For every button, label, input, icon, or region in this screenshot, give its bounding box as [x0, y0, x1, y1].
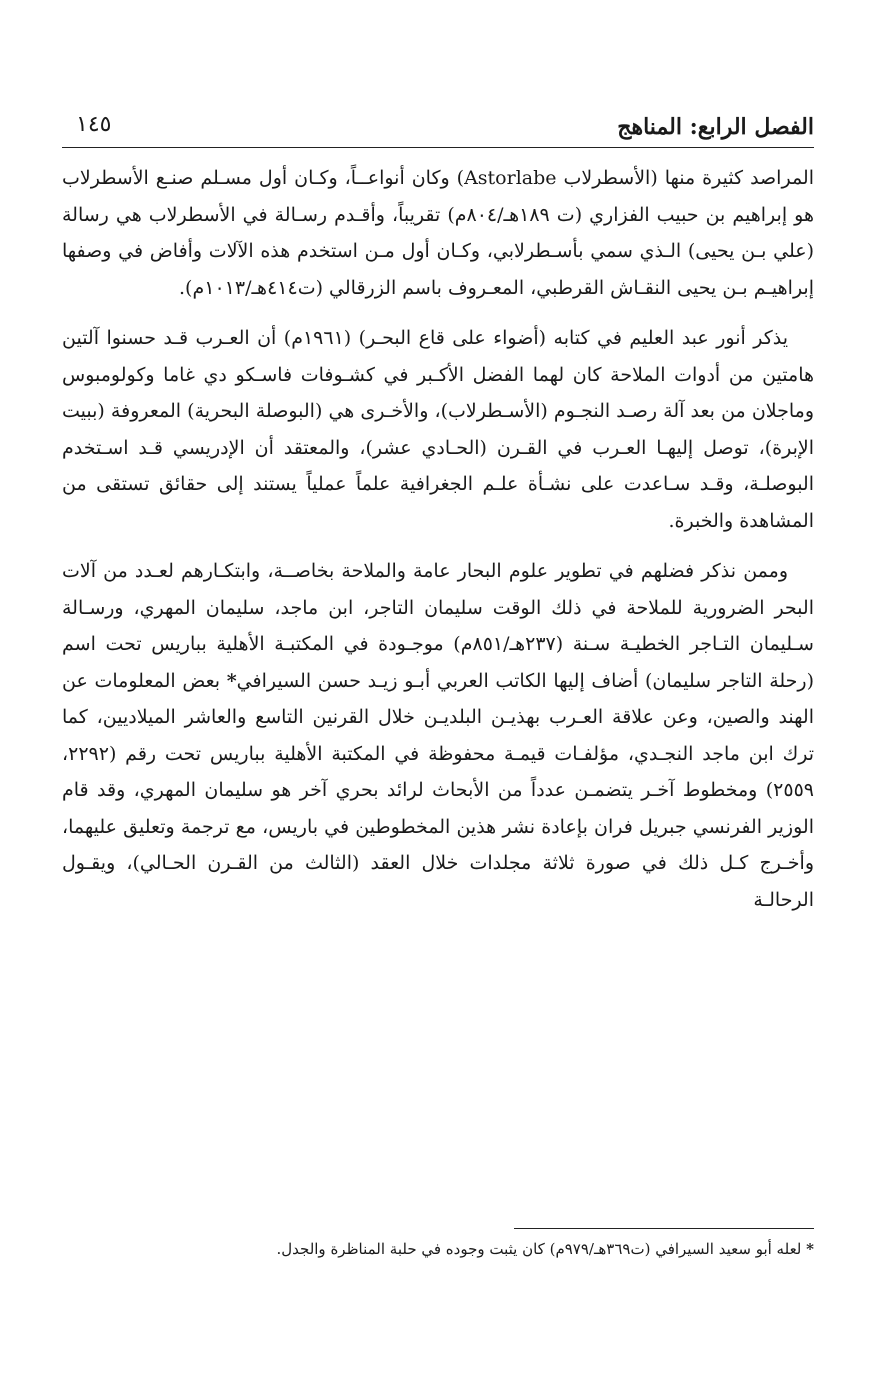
footnote	[62, 1236, 814, 1262]
body-text	[62, 160, 814, 932]
footnote-text: لعله أبو سعيد السيرافي (ت٣٦٩هـ/٩٧٩م) كان يثبت وجوده في حلبة المناظرة والجدل.	[276, 1240, 807, 1258]
paragraph-1: المراصد كثيرة منها (الأسطرلاب Astorlabe) وكان أنواعــاً، وكـان أول مسـلم صنـع الأسطرلاب هو إبراهيم بن حبيب الفزاري (ت ١٨٩هـ/٨٠٤م) تقريباً، وأقـدم رسـالة في الأسطرلاب هي رسالة (علي بـن يحيى) الـذي سمي بأسـطرلابي، وكـان أول مـن استخدم هذه الآلات وأفاض في وصفها إبراهيـم بـن يحيى النقـاش القرطبي، المعـروف باسم الزرقالي (ت٤١٤هـ/١٠١٣م).	[62, 167, 814, 299]
paragraph-3	[62, 553, 814, 918]
footnote-rule	[514, 1228, 814, 1229]
chapter-title: الفصل الرابع: المناهج	[617, 114, 814, 140]
paragraph-3-continued: بعض المعلومات عن الهند والصين، وعن علاقة العـرب بهذيـن البلديـن خلال القرنين التاسع والعاشر الميلاديين، كما ترك ابن ماجد النجـدي، مؤلفـات قيمـة محفوظة في المكتبة الأهلية بباريس تحت رقم (٢٢٩٢، ٢٥٥٩) ومخطوط آخـر يتضمـن عدداً من الأبحاث لرائد بحري آخر هو سليمان المهري، وقد قام الوزير الفرنسي جبريل فران بإعادة نشر هذين المخطوطين في باريس، مع ترجمة وتعليق عليهما، وأخـرج كـل ذلك في صورة ثلاثة مجلدات خلال العقد (الثالث من القـرن الحـالي)، ويقـول الرحالـة	[62, 669, 814, 911]
paragraph-2: يذكر أنور عبد العليم في كتابه (أضواء على قاع البحـر) (١٩٦١م) أن العـرب قـد حسنوا آلتين هامتين من أدوات الملاحة كان لهما الفضل الأكـبر في كشـوفات فاسـكو دي غاما وكولومبوس وماجلان من بعد آلة رصـد النجـوم (الأسـطرلاب)، والأخـرى هي (البوصلة البحرية) المعروفة (ببيت الإبرة)، توصل إليهـا العـرب في القـرن (الحـادي عشر)، والمعتقد أن الإدريسي قـد اسـتخدم البوصلـة، وقـد سـاعدت على نشـأة علـم الجغرافية علماً عملياً يستند إلى حقائق تستقى من المشاهدة والخبرة.	[62, 327, 814, 532]
footnote-reference-marker: *	[226, 669, 237, 692]
running-header	[62, 108, 814, 148]
footnote-marker: *	[806, 1240, 814, 1258]
header-rule	[62, 147, 814, 148]
page-number: ١٤٥	[76, 112, 112, 137]
paragraph-3-start: وممن نذكر فضلهم في تطوير علوم البحار عامة والملاحة بخاصــة، وابتكـارهم لعـدد من آلات البحر الضرورية للملاحة في ذلك الوقت سليمان التاجر، ابن ماجد، سليمان المهري، ورسـالة سـليمان التـاجر الخطيـة سـنة (٢٣٧هـ/٨٥١م) موجـودة في المكتبـة الأهلية بباريس تحت اسم (رحلة التاجر سليمان) أضاف إليها الكاتب العربي أبـو زيـد حسن السيرافي	[62, 560, 815, 692]
